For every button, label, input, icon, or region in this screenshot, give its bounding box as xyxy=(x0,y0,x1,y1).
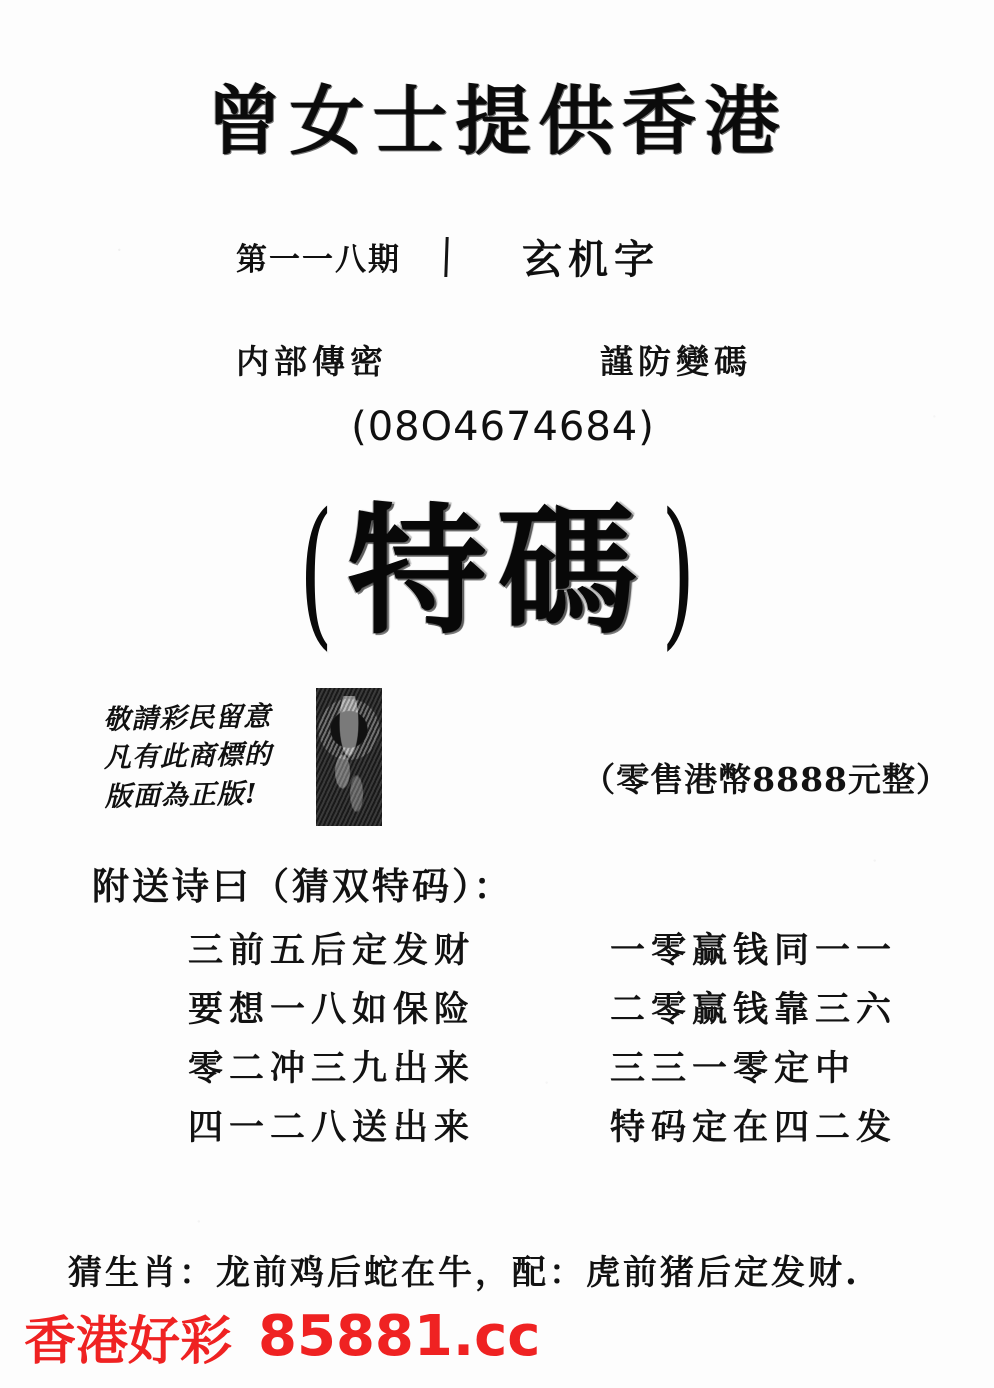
subtitle-right: 謹防變碼 xyxy=(600,342,752,381)
phone-number: (08O4674684) xyxy=(351,404,655,450)
open-paren: ( xyxy=(298,478,333,665)
poem-row xyxy=(0,977,994,1036)
notice-line-1: 敬請彩民留意 xyxy=(102,701,272,736)
subtitle-left: 内部傳密 xyxy=(236,342,388,381)
feature-title: 特碼 xyxy=(346,490,647,654)
notice-line-3: 版面為正版! xyxy=(104,778,258,813)
poem-right-1: 一零赢钱同一一 xyxy=(610,929,898,971)
poem-heading: 附送诗曰（猜双特码）： xyxy=(92,864,514,908)
poem-left-4: 四一二八送出来 xyxy=(188,1106,476,1148)
poem-row xyxy=(0,1095,994,1154)
poem-grid xyxy=(0,918,994,1154)
page-title: 曾女士提供香港 xyxy=(206,77,788,165)
issue-number: 第一一八期 xyxy=(236,242,401,278)
column-title: 玄机字 xyxy=(522,236,660,283)
notice-line-2: 凡有此商標的 xyxy=(103,739,273,775)
authenticity-notice xyxy=(103,698,273,816)
poem-right-2: 二零赢钱靠三六 xyxy=(610,988,898,1030)
poem-left-3: 零二冲三九出来 xyxy=(188,1047,476,1089)
poem-left-2: 要想一八如保险 xyxy=(188,988,476,1030)
watermark xyxy=(24,1299,541,1374)
feature-heading xyxy=(0,478,994,665)
poem-right-4: 特码定在四二发 xyxy=(610,1106,898,1148)
zodiac-line: 猜生肖：龙前鸡后蛇在牛，配：虎前猪后定发财. xyxy=(68,1253,860,1293)
poem-right-3: 三三一零定中 xyxy=(610,1047,857,1089)
poem-row xyxy=(0,918,994,977)
retail-price: （零售港幣8888元整） xyxy=(582,760,950,799)
watermark-text: 香港好彩 xyxy=(24,1312,233,1372)
close-paren: ) xyxy=(661,478,696,665)
watermark-url: 85881.cc xyxy=(258,1304,541,1369)
issue-row xyxy=(236,228,876,285)
poem-left-1: 三前五后定发财 xyxy=(188,929,476,971)
vertical-divider xyxy=(444,237,448,277)
poem-row xyxy=(0,1036,994,1095)
trademark-stamp-icon xyxy=(316,688,382,826)
